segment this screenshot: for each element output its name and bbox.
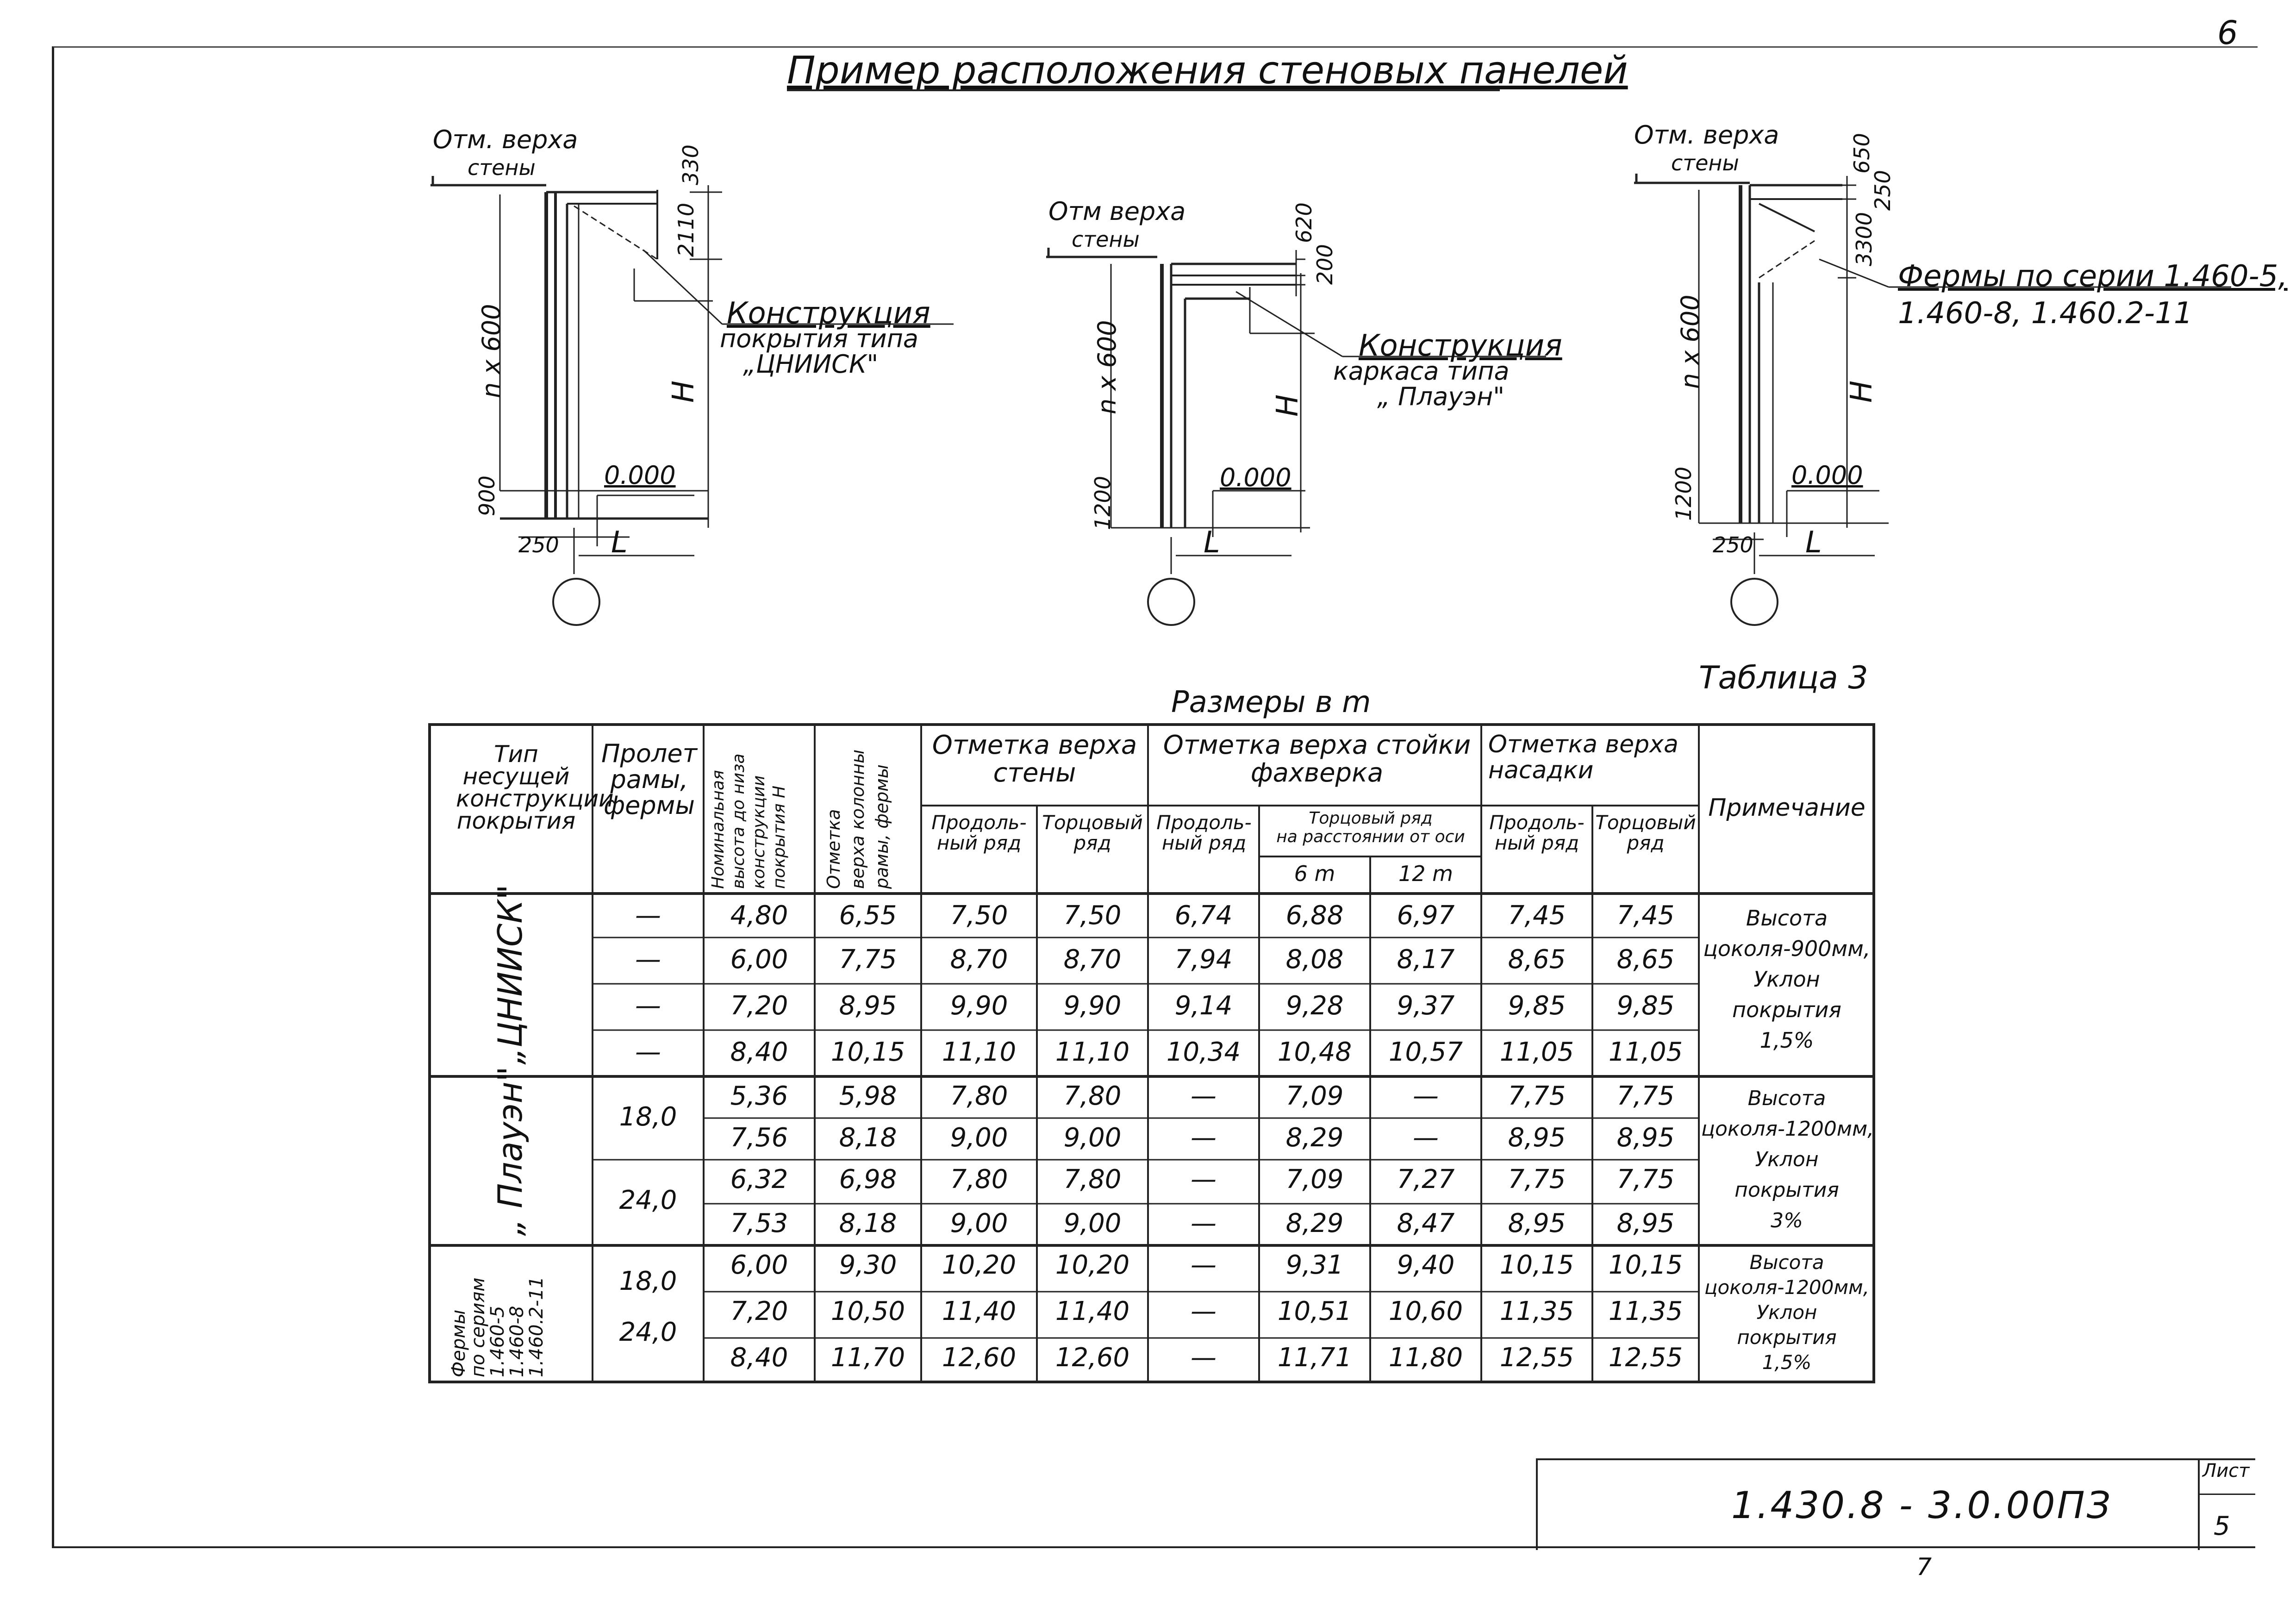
table-cell-col: 11,70: [830, 1343, 905, 1373]
diagram-3-top-label-1: Отм. верха: [1634, 120, 1779, 150]
table-cell-pl: —: [1191, 1343, 1217, 1373]
header-column-top: [822, 750, 894, 889]
table-cell-p12: 8,17: [1397, 944, 1455, 975]
header-cap-end-line-2: ряд: [1627, 831, 1665, 854]
table-cell-p6: 8,29: [1285, 1123, 1344, 1153]
table-cell-col: 5,98: [839, 1081, 897, 1111]
table-cell-p12: 10,60: [1388, 1296, 1463, 1326]
table-cell-h: 4,80: [730, 900, 788, 931]
header-wall-long-line-2: ный ряд: [936, 831, 1022, 854]
group-1-note-line-3: Уклон: [1753, 967, 1820, 992]
group-3-span-18: 18,0: [619, 1266, 677, 1296]
table-cell-p6: 8,08: [1285, 944, 1344, 975]
diagram-3-dim-l: L: [1805, 525, 1822, 560]
table-cell-cl: 9,85: [1508, 991, 1566, 1021]
sheet-box-divider: [2200, 1494, 2255, 1495]
header-nominal: [708, 754, 790, 889]
header-note: Примечание: [1708, 794, 1866, 822]
diagram-1-zero-mark: 0.000: [604, 461, 676, 490]
diagram-2-top-label-1: Отм верха: [1048, 197, 1186, 226]
table-cell-cl: 7,45: [1508, 900, 1566, 931]
group-1-note-line-4: покрытия: [1732, 997, 1841, 1022]
header-span-line-2: рамы,: [610, 765, 688, 794]
header-wall-long: [923, 813, 1035, 853]
table-cell-p6: 7,09: [1285, 1164, 1344, 1194]
group-2-span-18: 18,0: [619, 1102, 677, 1132]
group-2-note-line-5: 3%: [1771, 1209, 1803, 1232]
diagram-3-dim-top2: 250: [1870, 170, 1895, 211]
diagram-1-top-label-1: Отм. верха: [433, 125, 578, 154]
table-cell-col: 8,18: [839, 1123, 897, 1153]
table-cell-p12: —: [1413, 1123, 1439, 1153]
group-2-note: [1701, 1083, 1872, 1236]
header-post-6m: 6 m: [1294, 861, 1335, 886]
table-cell-ce: 8,95: [1616, 1123, 1675, 1153]
sheet-number-box: [2198, 1458, 2255, 1550]
diagram-2-callout-1: Конструкция: [1359, 329, 1562, 363]
table-cell-ce: 7,75: [1616, 1164, 1675, 1194]
table-cell-col: 6,98: [839, 1164, 897, 1194]
table-cell-p12: 10,57: [1388, 1037, 1463, 1067]
table-cell-cl: 8,65: [1508, 944, 1566, 975]
table-cell-h: 7,56: [730, 1123, 788, 1153]
group-2-note-line-1: Высота: [1747, 1087, 1826, 1110]
group-2-span-24: 24,0: [619, 1185, 677, 1215]
header-cap-long-line-1: Продоль-: [1489, 811, 1585, 834]
header-cap-long: [1481, 813, 1592, 853]
table-cell-we: 11,40: [1055, 1296, 1130, 1326]
header-span: [597, 741, 701, 819]
table-cell-pl: —: [1191, 1164, 1217, 1194]
table-cell-we: 12,60: [1055, 1343, 1130, 1373]
group-3-type-label: [449, 1276, 546, 1377]
header-post-long-line-2: ный ряд: [1161, 831, 1247, 854]
table-cell-we: 9,90: [1063, 991, 1122, 1021]
header-type-line-2: несущей: [462, 763, 570, 790]
header-type-line-3: конструкции: [456, 785, 614, 812]
diagram-1-dim-top: 330: [678, 144, 703, 185]
header-nominal-line-4: покрытия H: [770, 785, 789, 889]
table-cell-p6: 9,31: [1285, 1250, 1344, 1280]
table-cell-p6: 7,09: [1285, 1081, 1344, 1111]
group-2-type-label: „ Плауэн": [491, 1066, 530, 1236]
diagram-2-dim-h: H: [1271, 394, 1305, 417]
group-1-note-line-2: цоколя-900мм,: [1703, 936, 1871, 961]
table-cell-cl: 8,95: [1508, 1208, 1566, 1238]
diagram-3-dim-inner: 3300: [1852, 212, 1877, 266]
table-cell-span: —: [635, 991, 661, 1021]
diagram-3-top-label-2: стены: [1671, 150, 1739, 175]
header-span-line-3: фермы: [603, 791, 695, 820]
table-cell-col: 6,55: [839, 900, 897, 931]
table-cell-p6: 10,48: [1277, 1037, 1352, 1067]
table-cell-wl: 7,80: [950, 1164, 1008, 1194]
group-1-note-line-1: Высота: [1746, 906, 1828, 931]
group-1-note-line-5: 1,5%: [1759, 1028, 1814, 1053]
diagram-2-dim-inner: 200: [1312, 244, 1337, 285]
diagram-2-dim-top: 620: [1292, 202, 1316, 243]
diagram-1-dim-offset: 250: [518, 532, 559, 557]
diagram-2-dim-l: L: [1204, 525, 1220, 560]
header-post-top: Отметка верха стойки фахверка: [1163, 730, 1471, 788]
table-cell-ce: 8,65: [1616, 944, 1675, 975]
table-cell-ce: 9,85: [1616, 991, 1675, 1021]
table-cell-pl: 10,34: [1166, 1037, 1241, 1067]
header-post-end-group: [1260, 809, 1481, 846]
table-cell-p12: 11,80: [1388, 1343, 1463, 1373]
table-cell-col: 10,50: [830, 1296, 905, 1326]
table-cell-h: 8,40: [730, 1037, 788, 1067]
header-post-12m: 12 m: [1398, 861, 1453, 886]
group-1-note: [1701, 903, 1872, 1056]
group-2-note-line-4: покрытия: [1734, 1178, 1839, 1202]
header-wall-end: [1037, 813, 1148, 853]
header-post-end-group-line-2: на расстоянии от оси: [1276, 827, 1465, 846]
table-cell-h: 6,32: [730, 1164, 788, 1194]
table-cell-ce: 10,15: [1608, 1250, 1683, 1280]
table-cell-wl: 9,90: [950, 991, 1008, 1021]
header-column-top-line-2: верха колонны: [848, 749, 868, 889]
group-3-note-line-4: покрытия: [1737, 1326, 1837, 1349]
table-cell-wl: 9,00: [950, 1208, 1008, 1238]
group-3-type-label-line-1: Фермы: [448, 1309, 469, 1377]
table-cell-p6: 9,28: [1285, 991, 1344, 1021]
diagram-1-dim-l: L: [611, 525, 628, 560]
header-nominal-line-2: высота до низа: [729, 753, 748, 889]
group-3-note-line-3: Уклон: [1756, 1301, 1817, 1324]
diagram-1-dim-h: H: [667, 380, 701, 403]
table-cell-h: 7,20: [730, 991, 788, 1021]
table-cell-cl: 8,95: [1508, 1123, 1566, 1153]
table-cell-p12: 8,47: [1397, 1208, 1455, 1238]
header-cap-end: [1592, 813, 1699, 853]
page-title: Пример расположения стеновых панелей: [787, 49, 1628, 93]
group-2-note-line-3: Уклон: [1755, 1148, 1819, 1171]
table-cell-wl: 12,60: [942, 1343, 1017, 1373]
diagram-3-callout-2: 1.460-8, 1.460.2-11: [1898, 296, 2193, 331]
header-type: [456, 741, 614, 834]
header-wall-end-line-1: Торцовый: [1042, 811, 1143, 834]
header-cap-long-line-2: ный ряд: [1494, 831, 1579, 854]
table-cell-p12: 9,37: [1397, 991, 1455, 1021]
diagram-1-dim-base: 900: [474, 475, 499, 516]
table-cell-pl: —: [1191, 1081, 1217, 1111]
group-3-note-line-2: цоколя-1200мм,: [1704, 1276, 1870, 1299]
table-cell-pl: 7,94: [1174, 944, 1233, 975]
table-cell-p12: 7,27: [1397, 1164, 1455, 1194]
header-nominal-line-1: Номинальная: [709, 770, 728, 889]
group-3-note-line-5: 1,5%: [1762, 1351, 1812, 1374]
table-cell-col: 8,95: [839, 991, 897, 1021]
table-cell-pl: —: [1191, 1250, 1217, 1280]
header-wall-end-line-2: ряд: [1073, 831, 1111, 854]
table-cell-span: —: [635, 900, 661, 931]
table-cell-wl: 10,20: [942, 1250, 1017, 1280]
table-cell-ce: 7,75: [1616, 1081, 1675, 1111]
table-cell-col: 8,18: [839, 1208, 897, 1238]
group-3-type-label-line-4: 1.460-8: [506, 1306, 528, 1377]
diagram-3-dim-panels: n x 600: [1676, 294, 1705, 389]
table-cell-we: 11,10: [1055, 1037, 1130, 1067]
table-cell-pl: —: [1191, 1208, 1217, 1238]
table-cell-we: 7,50: [1063, 900, 1122, 931]
table-cell-wl: 7,50: [950, 900, 1008, 931]
page-number: 6: [2217, 14, 2238, 52]
diagram-1-callout-3: „ЦНИИСК": [743, 350, 879, 379]
table-cell-p12: 9,40: [1397, 1250, 1455, 1280]
table-cell-cl: 11,05: [1499, 1037, 1574, 1067]
sheet-number: 5: [2214, 1511, 2230, 1541]
table-cell-wl: 9,00: [950, 1123, 1008, 1153]
table-cell-cl: 11,35: [1499, 1296, 1574, 1326]
table-cell-cl: 10,15: [1499, 1250, 1574, 1280]
table-cell-h: 8,40: [730, 1343, 788, 1373]
header-span-line-1: Пролет: [601, 739, 698, 768]
diagram-2-callout-3: „ Плауэн": [1377, 382, 1505, 411]
table-cell-ce: 12,55: [1608, 1343, 1683, 1373]
diagram-2-dim-base: 1200: [1090, 475, 1115, 530]
table-caption: Таблица 3: [1699, 660, 1868, 696]
diagram-1-top-label-2: стены: [468, 155, 536, 180]
footnote-mark: 7: [1916, 1553, 1932, 1581]
diagram-3-callout-1: Фермы по серии 1.460-5,: [1898, 259, 2288, 294]
diagram-3-dim-base: 1200: [1671, 466, 1696, 521]
table-cell-pl: 9,14: [1174, 991, 1233, 1021]
header-cap-end-line-1: Торцовый: [1595, 811, 1696, 834]
header-post-long: [1149, 813, 1259, 853]
document-code: 1.430.8 - 3.0.00ПЗ: [1731, 1484, 2112, 1527]
table-cell-pl: —: [1191, 1296, 1217, 1326]
header-type-line-1: Тип: [494, 741, 538, 768]
header-column-top-line-3: рамы, фермы: [872, 764, 892, 889]
diagram-1-dim-inner: 2110: [674, 202, 699, 257]
table-cell-wl: 11,40: [942, 1296, 1017, 1326]
group-3-type-label-line-5: 1.460.2-11: [526, 1276, 547, 1377]
table-cell-col: 9,30: [839, 1250, 897, 1280]
diagram-2-linework: [1046, 248, 1546, 625]
table-cell-wl: 11,10: [942, 1037, 1017, 1067]
group-3-span-24: 24,0: [619, 1317, 677, 1347]
diagram-1-dim-panels: n x 600: [477, 304, 506, 398]
header-cap-top: [1488, 731, 1697, 783]
diagram-2-top-label-2: стены: [1072, 227, 1140, 252]
table-cell-pl: —: [1191, 1123, 1217, 1153]
header-wall-long-line-1: Продоль-: [931, 811, 1027, 834]
header-nominal-line-3: конструкции: [749, 775, 768, 889]
diagram-2-dim-panels: n x 600: [1092, 320, 1122, 414]
header-post-end-group-line-1: Торцовый ряд: [1309, 809, 1433, 828]
table-cell-p6: 6,88: [1285, 900, 1344, 931]
group-3-type-label-line-3: 1.460-5: [487, 1306, 508, 1377]
table-cell-col: 7,75: [839, 944, 897, 975]
diagram-1-callout-1: Конструкция: [727, 296, 930, 331]
table-cell-cl: 7,75: [1508, 1164, 1566, 1194]
table-cell-p12: —: [1413, 1081, 1439, 1111]
sheet-label: Лист: [2202, 1460, 2250, 1481]
table-cell-h: 6,00: [730, 1250, 788, 1280]
header-type-line-4: покрытия: [456, 807, 576, 834]
diagram-3-dim-h: H: [1845, 380, 1879, 403]
table-cell-wl: 7,80: [950, 1081, 1008, 1111]
table-cell-we: 9,00: [1063, 1208, 1122, 1238]
table-cell-span: —: [635, 1037, 661, 1067]
group-3-type-label-line-2: по сериям: [468, 1277, 489, 1377]
header-post-long-line-1: Продоль-: [1156, 811, 1252, 834]
table-cell-p12: 6,97: [1397, 900, 1455, 931]
table-cell-pl: 6,74: [1174, 900, 1233, 931]
diagram-1-callout-2: покрытия типа: [720, 324, 919, 353]
table-cell-we: 7,80: [1063, 1081, 1122, 1111]
table-cell-h: 7,53: [730, 1208, 788, 1238]
table-cell-h: 6,00: [730, 944, 788, 975]
table-cell-ce: 7,45: [1616, 900, 1675, 931]
table-cell-we: 7,80: [1063, 1164, 1122, 1194]
table-cell-p6: 10,51: [1277, 1296, 1352, 1326]
table-cell-ce: 8,95: [1616, 1208, 1675, 1238]
table-cell-h: 5,36: [730, 1081, 788, 1111]
table-cell-col: 10,15: [830, 1037, 905, 1067]
group-2-note-line-2: цоколя-1200мм,: [1701, 1117, 1874, 1141]
header-column-top-line-1: Отметка: [824, 809, 844, 889]
diagram-3-zero-mark: 0.000: [1791, 461, 1863, 490]
table-cell-ce: 11,05: [1608, 1037, 1683, 1067]
diagram-3-dim-offset: 250: [1713, 532, 1753, 557]
diagram-3-dim-top: 650: [1849, 133, 1874, 174]
table-subtitle: Размеры в m: [1171, 685, 1371, 719]
group-1-type-label: „ЦНИИСК": [491, 884, 530, 1065]
table-cell-p6: 11,71: [1277, 1343, 1352, 1373]
table-cell-span: —: [635, 944, 661, 975]
group-3-note-line-1: Высота: [1749, 1251, 1824, 1274]
table-cell-cl: 12,55: [1499, 1343, 1574, 1373]
table-cell-we: 8,70: [1063, 944, 1122, 975]
table-cell-ce: 11,35: [1608, 1296, 1683, 1326]
table-cell-p6: 8,29: [1285, 1208, 1344, 1238]
diagram-2-zero-mark: 0.000: [1220, 463, 1292, 492]
table-cell-cl: 7,75: [1508, 1081, 1566, 1111]
table-cell-we: 10,20: [1055, 1250, 1130, 1280]
table-cell-wl: 8,70: [950, 944, 1008, 975]
header-cap-top-line-2: насадки: [1488, 756, 1594, 784]
group-3-note: [1701, 1250, 1872, 1375]
header-wall-top: Отметка верха стены: [932, 730, 1137, 788]
header-cap-top-line-1: Отметка верха: [1488, 731, 1678, 758]
table-cell-h: 7,20: [730, 1296, 788, 1326]
diagram-2-callout-2: каркаса типа: [1333, 356, 1510, 386]
table-cell-we: 9,00: [1063, 1123, 1122, 1153]
